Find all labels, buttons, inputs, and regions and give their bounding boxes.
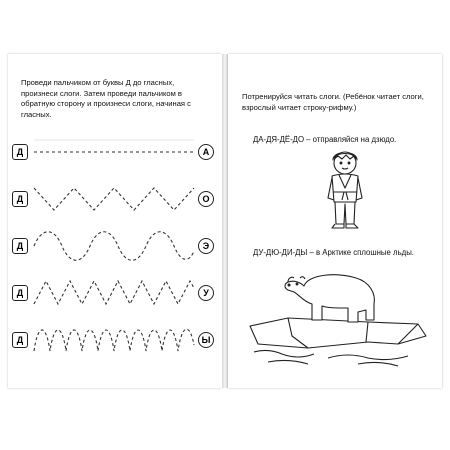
start-letter: Д xyxy=(12,191,28,207)
child-in-judo-kimono-icon xyxy=(318,146,372,230)
end-vowel: Э xyxy=(198,238,214,254)
book-spread xyxy=(8,54,442,388)
dashed-sharp-zigzag-line[interactable] xyxy=(32,278,196,308)
end-vowel: О xyxy=(198,191,214,207)
start-letter: Д xyxy=(12,285,28,301)
left-page xyxy=(8,54,222,388)
tracing-row xyxy=(12,137,216,167)
rhyme-line-2: ДУ-ДЮ-ДИ-ДЫ – в Арктике сплошные льды. xyxy=(253,248,414,257)
dashed-zigzag-line[interactable] xyxy=(32,184,196,214)
end-vowel: У xyxy=(198,285,214,301)
end-vowel: Ы xyxy=(198,332,214,348)
right-page xyxy=(228,54,442,388)
dashed-wave-line[interactable] xyxy=(32,231,196,261)
rhyme-line-1: ДА-ДЯ-ДЁ-ДО – отправляйся на дзюдо. xyxy=(253,135,397,144)
tracing-row xyxy=(12,184,216,214)
start-letter: Д xyxy=(12,238,28,254)
left-instruction: Проведи пальчиком от буквы Д до гласных, произнеси слоги. Затем проведи пальчиком в обратную сторону и произнеси слоги, начиная с гласных. xyxy=(21,78,191,119)
dashed-loop-wave-line[interactable] xyxy=(32,325,196,355)
tracing-row xyxy=(12,325,216,355)
right-instruction: Потренируйся читать слоги. (Ребёнок читает слоги, взрослый читает строку-рифму.) xyxy=(242,92,424,112)
end-vowel: А xyxy=(198,144,214,160)
tracing-row xyxy=(12,278,216,308)
start-letter: Д xyxy=(12,332,28,348)
dashed-straight-line[interactable] xyxy=(32,137,196,167)
tracing-row xyxy=(12,231,216,261)
polar-bear-on-ice-icon xyxy=(248,264,428,369)
start-letter: Д xyxy=(12,144,28,160)
